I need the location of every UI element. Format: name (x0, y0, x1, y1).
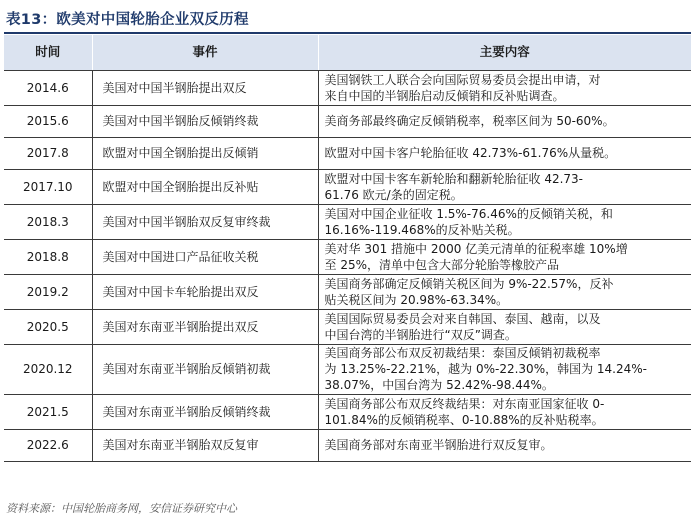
row-event: 美国对中国半钢胎提出双反 (92, 70, 318, 105)
row-date: 2019.2 (4, 274, 92, 309)
row-content (318, 344, 691, 394)
content-line: 美对华 301 措施中 2000 亿美元清单的征税率雄 10%增 (324, 241, 628, 256)
content-line: 欧盟对中国卡客户轮胎征收 42.73%-61.76%从量税。 (324, 146, 617, 160)
content-line: 美国商务部确定反倾销关税区间为 9%-22.57%，反补 (324, 276, 614, 291)
content-line: 美国钢铁工人联合会向国际贸易委员会提出申请，对 (324, 72, 601, 87)
row-event: 美国对中国半钢胎双反复审终裁 (92, 204, 318, 239)
row-content (318, 239, 691, 274)
row-content (318, 429, 691, 461)
content-line: 贴关税区间为 20.98%-63.34%。 (324, 292, 509, 307)
content-line: 16.16%-119.468%的反补贴关税。 (324, 222, 520, 237)
row-event: 欧盟对中国全钢胎提出反倾销 (92, 137, 318, 169)
row-event: 美国对东南亚半钢胎反倾销初裁 (92, 344, 318, 394)
table-row (4, 274, 691, 309)
content-line: 101.84%的反倾销税率、0-10.88%的反补贴税率。 (324, 412, 604, 427)
table-row (4, 137, 691, 169)
table-row (4, 309, 691, 344)
content-line: 中国台湾的半钢胎进行“双反”调查。 (324, 327, 517, 342)
row-content (318, 394, 691, 429)
content-line: 美国商务部对东南亚半钢胎进行双反复审。 (324, 438, 553, 452)
table-body (4, 70, 691, 461)
row-date: 2017.10 (4, 169, 92, 204)
content-line: 美国对中国企业征收 1.5%-76.46%的反倾销关税，和 (324, 206, 613, 221)
content-line: 至 25%，清单中包含大部分轮胎等橡胶产品 (324, 257, 559, 272)
row-content (318, 169, 691, 204)
row-date: 2021.5 (4, 394, 92, 429)
row-content (318, 70, 691, 105)
content-line: 38.07%，中国台湾为 52.42%-98.44%。 (324, 378, 554, 392)
table-title-bar (6, 6, 249, 30)
table-row (4, 344, 691, 394)
source-note: 资料来源：中国轮胎商务网，安信证券研究中心 (6, 502, 237, 515)
table-row (4, 204, 691, 239)
events-table (4, 35, 691, 462)
row-date: 2018.3 (4, 204, 92, 239)
row-event: 美国对东南亚半钢胎提出双反 (92, 309, 318, 344)
content-line: 欧盟对中国卡客车新轮胎和翻新轮胎征收 42.73- (324, 171, 583, 186)
table-row (4, 429, 691, 461)
row-date: 2020.5 (4, 309, 92, 344)
table-row (4, 169, 691, 204)
row-content (318, 274, 691, 309)
content-line: 来自中国的半钢胎启动反倾销和反补贴调查。 (324, 88, 565, 103)
content-line: 美国商务部公布双反终裁结果：对东南亚国家征收 0- (324, 396, 605, 411)
header-content: 主要内容 (318, 35, 691, 70)
row-event: 欧盟对中国全钢胎提出反补贴 (92, 169, 318, 204)
row-content (318, 105, 691, 137)
row-event: 美国对东南亚半钢胎反倾销终裁 (92, 394, 318, 429)
table-row (4, 105, 691, 137)
row-date: 2018.8 (4, 239, 92, 274)
row-date: 2015.6 (4, 105, 92, 137)
row-date: 2020.12 (4, 344, 92, 394)
table-header-row (4, 35, 691, 70)
table-row (4, 394, 691, 429)
title-rule (4, 32, 691, 34)
row-date: 2017.8 (4, 137, 92, 169)
row-event: 美国对中国进口产品征收关税 (92, 239, 318, 274)
content-line: 美国商务部公布双反初裁结果：泰国反倾销初裁税率 (324, 346, 601, 360)
table-title: 表13：欧美对中国轮胎企业双反历程 (6, 11, 249, 28)
table-row (4, 239, 691, 274)
row-date: 2014.6 (4, 70, 92, 105)
row-event: 美国对中国半钢胎反倾销终裁 (92, 105, 318, 137)
row-content (318, 204, 691, 239)
header-date: 时间 (4, 35, 92, 70)
row-content (318, 309, 691, 344)
row-event: 美国对东南亚半钢胎双反复审 (92, 429, 318, 461)
content-line: 为 13.25%-22.21%，越为 0%-22.30%，韩国为 14.24%- (324, 362, 647, 376)
content-line: 美国国际贸易委员会对来自韩国、泰国、越南，以及 (324, 311, 601, 326)
row-event: 美国对中国卡车轮胎提出双反 (92, 274, 318, 309)
content-line: 61.76 欧元/条的固定税。 (324, 187, 463, 202)
content-line: 美商务部最终确定反倾销税率，税率区间为 50-60%。 (324, 114, 615, 128)
header-event: 事件 (92, 35, 318, 70)
row-date: 2022.6 (4, 429, 92, 461)
table-row (4, 70, 691, 105)
row-content (318, 137, 691, 169)
